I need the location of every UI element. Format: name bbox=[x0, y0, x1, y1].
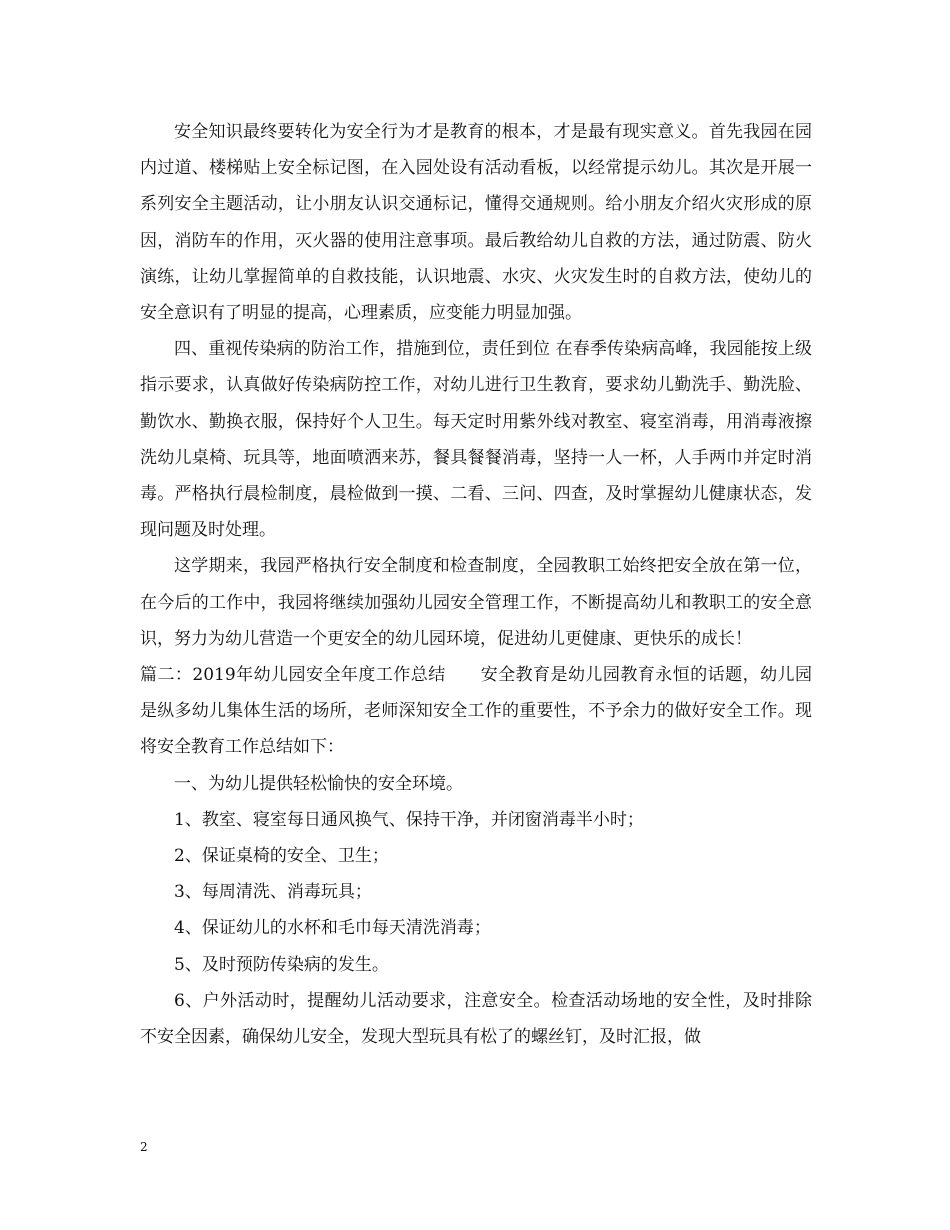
paragraph-heading-safe-environment: 一、为幼儿提供轻松愉快的安全环境。 bbox=[174, 773, 463, 794]
paragraph-infectious-disease-prevention: 四、重视传染病的防治工作，措施到位，责任到位 在春季传染病高峰，我园能按上级指示要求，认真做好传染病防控工作，对幼儿进行卫生教育，要求幼儿勤洗手、勤洗脸、勤饮水、勤换衣服，保持好个人卫生。每天定时用紫外线对教室、寝室消毒，用消毒液擦洗幼儿桌椅、玩具等，地面喷洒来苏，餐具餐餐消毒，坚持一人一杯，人手两巾并定时消毒。严格执行晨检制度，晨检做到一摸、二看、三问、四查，及时掌握幼儿健康状态，发现问题及时处理。 bbox=[140, 339, 812, 541]
list-item-ventilation: 1、教室、寝室每日通风换气、保持干净，并闭窗消毒半小时； bbox=[174, 809, 644, 830]
list-item-outdoor-activity: 6、户外活动时，提醒幼儿活动要求，注意安全。检查活动场地的安全性，及时排除不安全因素，确保幼儿安全，发现大型玩具有松了的螺丝钉，及时汇报，做 bbox=[140, 990, 812, 1048]
page-number: 2 bbox=[140, 1140, 148, 1154]
paragraph-semester-summary: 这学期来，我园严格执行安全制度和检查制度，全园教职工始终把安全放在第一位，在今后的工作中，我园将继续加强幼儿园安全管理工作，不断提高幼儿和教职工的安全意识，努力为幼儿营造一个更安全的幼儿园环境，促进幼儿更健康、更快乐的成长！ bbox=[140, 556, 812, 649]
document-body bbox=[140, 114, 812, 1055]
list-item-toy-disinfection: 3、每周清洗、消毒玩具； bbox=[174, 882, 372, 903]
paragraph-safety-knowledge: 安全知识最终要转化为安全行为才是教育的根本，才是最有现实意义。首先我园在园内过道、楼梯贴上安全标记图，在入园处设有活动看板，以经常提示幼儿。其次是开展一系列安全主题活动，让小朋友认识交通标记，懂得交通规则。给小朋友介绍火灾形成的原因，消防车的作用，灭火器的使用注意事项。最后教给幼儿自救的方法，通过防震、防火演练，让幼儿掌握简单的自救技能，认识地震、水灾、火灾发生时的自救方法，使幼儿的安全意识有了明显的提高，心理素质，应变能力明显加强。 bbox=[140, 122, 812, 324]
list-item-cups-towels: 4、保证幼儿的水杯和毛巾每天清洗消毒； bbox=[174, 918, 491, 939]
list-item-furniture-safety: 2、保证桌椅的安全、卫生； bbox=[174, 846, 389, 867]
list-item-disease-prevention: 5、及时预防传染病的发生。 bbox=[174, 954, 389, 975]
paragraph-section-two-intro: 篇二：2019年幼儿园安全年度工作总结 安全教育是幼儿园教育永恒的话题，幼儿园是纵多幼儿集体生活的场所，老师深知安全工作的重要性，不予余力的做好安全工作。现将安全教育工作总结如下： bbox=[140, 665, 812, 758]
